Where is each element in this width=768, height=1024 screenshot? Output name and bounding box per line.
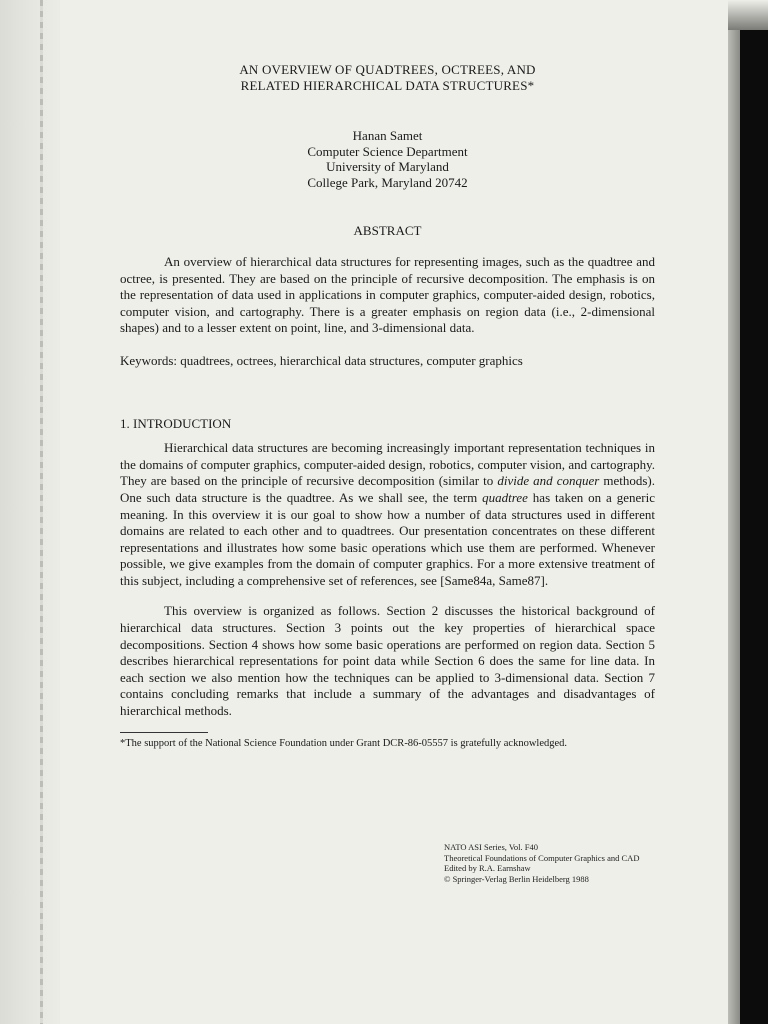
publisher-line-2: Theoretical Foundations of Computer Graphics and CAD — [444, 852, 640, 863]
title-line-1: AN OVERVIEW OF QUADTREES, OCTREES, AND — [239, 62, 536, 77]
publisher-line-4: © Springer-Verlag Berlin Heidelberg 1988 — [444, 873, 589, 884]
keywords: Keywords: quadtrees, octrees, hierarchical data structures, computer graphics — [120, 352, 523, 368]
para1-text-c: has taken on a generic meaning. In this overview it is our goal to show how a number of data structures used in different domains are related to each other and to quadtrees. Our presentation concentrates on these different representations and illustrates how some basic operations which use them are performed. Whenever possible, we give examples from the domain of computer graphics. For a more extensive treatment of this subject, including a comprehensive set of references, see [Same84a, Same87]. — [120, 489, 655, 588]
footnote-rule — [120, 732, 208, 733]
author-address: College Park, Maryland 20742 — [307, 174, 468, 190]
author-block — [120, 128, 655, 190]
scan-right-border — [740, 30, 768, 1024]
section-1-paragraph-2: This overview is organized as follows. Section 2 discusses the historical background of hierarchical data structures. Section 3 points out the key properties of hierarchical space decompositions. Section 4 shows how some basic operations are performed on region data. Section 5 describes hierarchical representations for point data while Section 6 does the same for line data. In each section we also mention how the techniques can be applied to 3-dimensional data. Section 7 contains concluding remarks that include a summary of the advantages and disadvantages of hierarchical methods. — [120, 603, 655, 719]
section-1-paragraph-1 — [120, 440, 655, 589]
scan-binding-edge — [40, 0, 43, 1024]
scan-right-shadow-top — [728, 0, 768, 30]
publisher-line-3: Edited by R.A. Earnshaw — [444, 863, 531, 873]
para1-text-b: methods). One such data structure is the quadtree. As we shall see, the term — [120, 473, 655, 505]
section-1-heading: 1. INTRODUCTION — [120, 415, 232, 431]
title-line-2: RELATED HIERARCHICAL DATA STRUCTURES* — [240, 78, 535, 93]
author-university: University of Maryland — [326, 159, 449, 175]
scan-left-margin — [0, 0, 60, 1024]
publisher-line-1: NATO ASI Series, Vol. F40 — [444, 842, 538, 852]
abstract-heading: ABSTRACT — [353, 223, 422, 239]
author-name: Hanan Samet — [352, 128, 423, 143]
para1-text-a: Hierarchical data structures are becoming increasingly important representation techniques in the domains of computer graphics, computer-aided design, robotics, computer vision, and cartography. They are based on the principle of recursive decomposition (similar to — [120, 440, 655, 489]
scan-right-shadow — [728, 30, 740, 1024]
abstract-text: An overview of hierarchical data structures for representing images, such as the quadtree and octree, is presented. They are based on the principle of recursive decomposition. The emphasis is on the representation of data used in applications in computer graphics, computer-aided design, robotics, computer vision, and cartography. There is a greater emphasis on region data (i.e., 2-dimensional shapes) and to a lesser extent on point, line, and 3-dimensional data. — [120, 253, 655, 336]
paper-title — [120, 62, 655, 94]
footnote: *The support of the National Science Foundation under Grant DCR-86-05557 is gratefully acknowledged. — [120, 737, 568, 749]
paper-page — [120, 62, 655, 750]
para1-emphasis-quadtree: quadtree — [482, 489, 528, 505]
para1-emphasis-divide-and-conquer: divide and conquer — [497, 473, 600, 489]
publisher-info — [444, 842, 639, 884]
author-department: Computer Science Department — [307, 143, 468, 159]
